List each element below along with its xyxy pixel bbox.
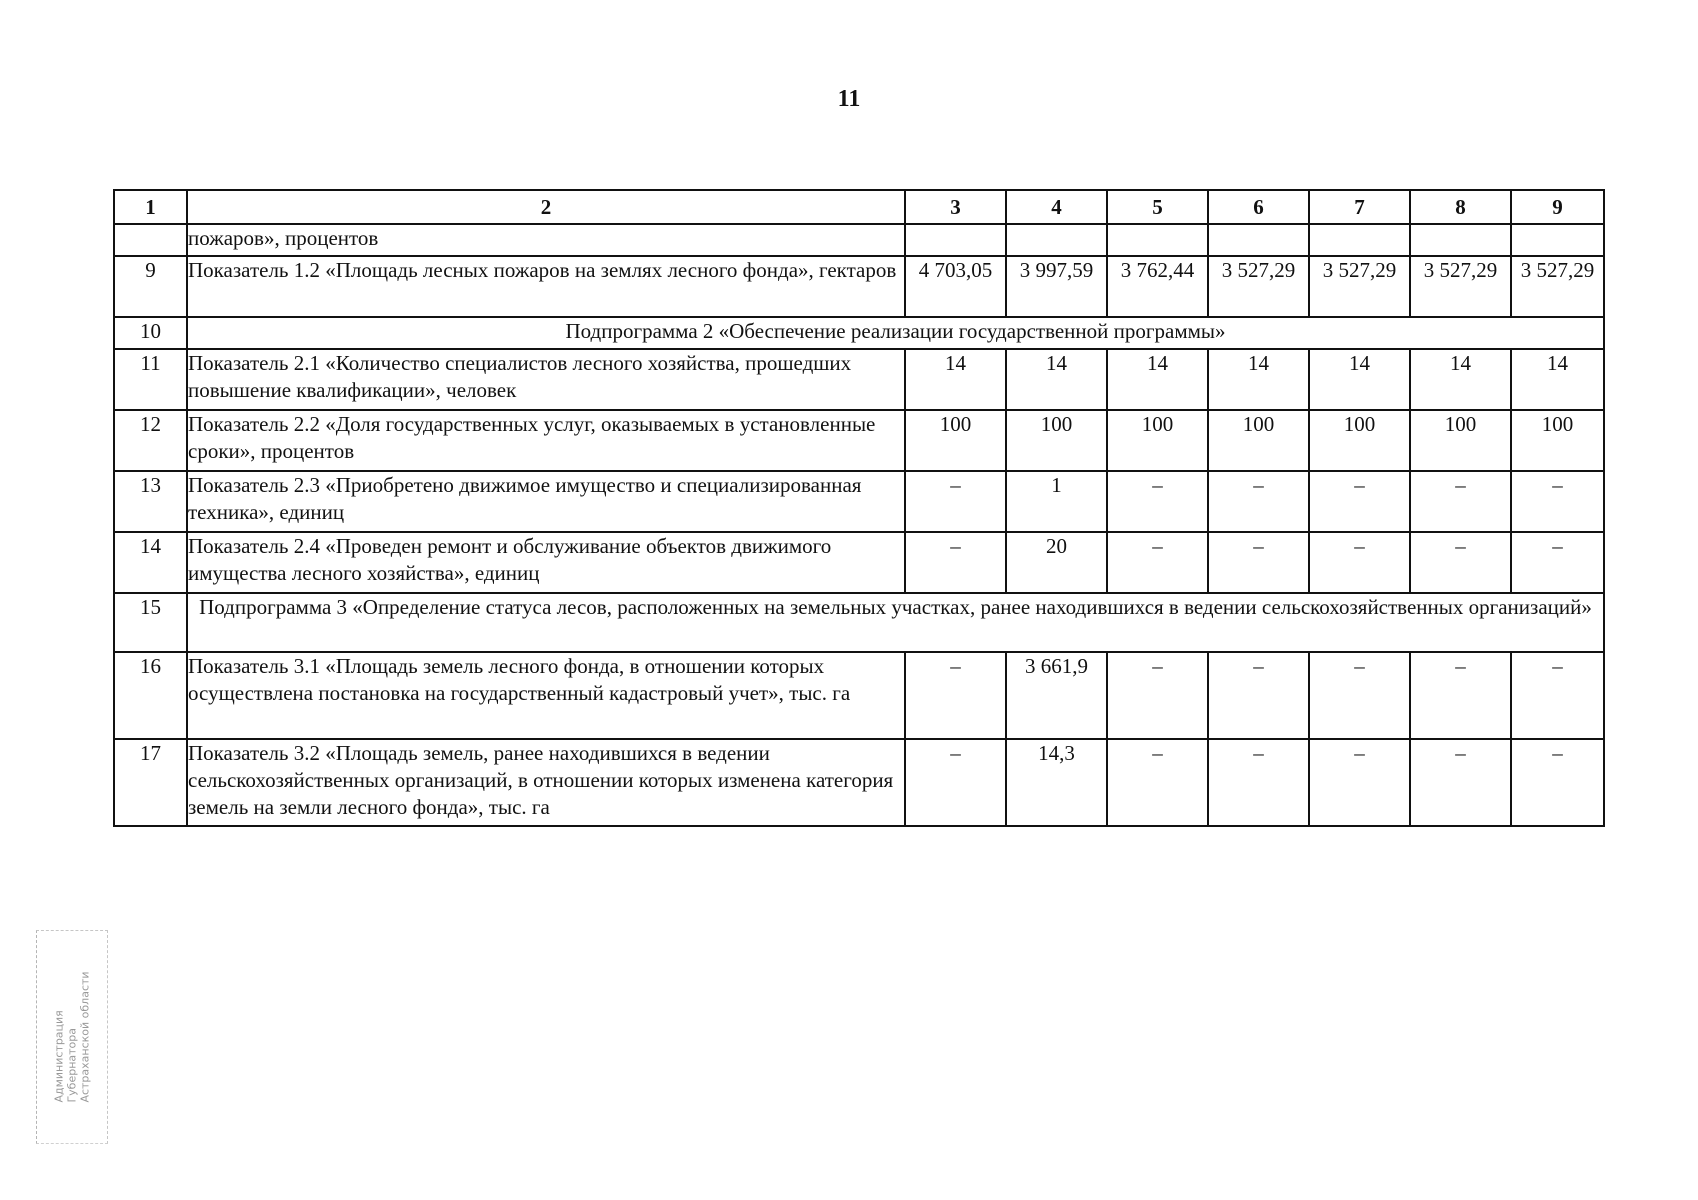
table-row <box>114 739 1604 826</box>
indicator-value: – <box>1410 652 1511 739</box>
subprogram-title: Подпрограмма 2 «Обеспечение реализации государственной программы» <box>187 317 1604 349</box>
indicator-value: – <box>1208 471 1309 532</box>
table-row <box>114 349 1604 410</box>
indicator-value: – <box>1208 532 1309 593</box>
indicator-name: Показатель 1.2 «Площадь лесных пожаров на землях лесного фонда», гектаров <box>187 256 905 317</box>
column-header: 4 <box>1006 190 1107 224</box>
table-row <box>114 593 1604 652</box>
indicator-value <box>1511 224 1604 256</box>
indicator-value: 3 661,9 <box>1006 652 1107 739</box>
indicator-value <box>1410 224 1511 256</box>
indicator-value: – <box>905 471 1006 532</box>
indicator-value: 100 <box>1511 410 1604 471</box>
indicator-value <box>1309 224 1410 256</box>
indicator-value: 14 <box>1208 349 1309 410</box>
row-number: 9 <box>114 256 187 317</box>
indicator-value: 14 <box>905 349 1006 410</box>
indicator-value: – <box>1410 532 1511 593</box>
indicator-value: 3 527,29 <box>1511 256 1604 317</box>
table-body <box>114 224 1604 826</box>
indicator-value: 100 <box>1107 410 1208 471</box>
indicator-value: 14,3 <box>1006 739 1107 826</box>
indicator-value: 100 <box>1006 410 1107 471</box>
indicator-value: 3 527,29 <box>1208 256 1309 317</box>
indicator-value <box>905 224 1006 256</box>
indicator-value: – <box>1309 532 1410 593</box>
indicator-value: – <box>1208 739 1309 826</box>
indicator-value: 20 <box>1006 532 1107 593</box>
table-row <box>114 224 1604 256</box>
row-number <box>114 224 187 256</box>
column-header: 7 <box>1309 190 1410 224</box>
indicator-value: 4 703,05 <box>905 256 1006 317</box>
indicator-value: – <box>1511 471 1604 532</box>
indicator-value: 100 <box>905 410 1006 471</box>
row-number: 13 <box>114 471 187 532</box>
indicator-value: 3 527,29 <box>1410 256 1511 317</box>
indicator-value: 3 997,59 <box>1006 256 1107 317</box>
indicator-value: 14 <box>1511 349 1604 410</box>
indicator-value: 14 <box>1410 349 1511 410</box>
row-number: 16 <box>114 652 187 739</box>
indicator-value <box>1107 224 1208 256</box>
indicator-name: Показатель 2.1 «Количество специалистов лесного хозяйства, прошедших повышение квалификации», человек <box>187 349 905 410</box>
page-number: 11 <box>837 86 861 112</box>
indicator-value: 100 <box>1208 410 1309 471</box>
table-row <box>114 256 1604 317</box>
row-number: 11 <box>114 349 187 410</box>
indicator-value: 1 <box>1006 471 1107 532</box>
indicators-table <box>113 189 1605 827</box>
table-row <box>114 471 1604 532</box>
row-number: 12 <box>114 410 187 471</box>
indicator-value: 3 762,44 <box>1107 256 1208 317</box>
indicator-value: – <box>905 739 1006 826</box>
table-header-row <box>114 190 1604 224</box>
indicator-value: – <box>1107 739 1208 826</box>
row-number: 17 <box>114 739 187 826</box>
indicator-value <box>1006 224 1107 256</box>
indicator-value: – <box>1107 471 1208 532</box>
indicator-value: – <box>1410 739 1511 826</box>
column-header: 5 <box>1107 190 1208 224</box>
subprogram-title: Подпрограмма 3 «Определение статуса лесов, расположенных на земельных участках, ранее находившихся в ведении сельскохозяйственных организаций» <box>187 593 1604 652</box>
indicator-value: 14 <box>1107 349 1208 410</box>
indicator-value: – <box>1511 739 1604 826</box>
indicator-name: Показатель 3.2 «Площадь земель, ранее находившихся в ведении сельскохозяйственных организаций, в отношении которых изменена категория земель на земли лесного фонда», тыс. га <box>187 739 905 826</box>
indicator-name: Показатель 2.4 «Проведен ремонт и обслуживание объектов движимого имущества лесного хозяйства», единиц <box>187 532 905 593</box>
column-header: 8 <box>1410 190 1511 224</box>
indicator-value: 14 <box>1006 349 1107 410</box>
column-header: 9 <box>1511 190 1604 224</box>
table-row <box>114 532 1604 593</box>
indicator-value: – <box>1208 652 1309 739</box>
row-number: 14 <box>114 532 187 593</box>
column-header: 3 <box>905 190 1006 224</box>
indicator-value: – <box>1107 652 1208 739</box>
indicator-value: 100 <box>1410 410 1511 471</box>
indicator-value: – <box>1511 532 1604 593</box>
indicator-value: 14 <box>1309 349 1410 410</box>
table-row <box>114 410 1604 471</box>
indicator-value: – <box>1511 652 1604 739</box>
indicator-value: – <box>1309 739 1410 826</box>
table-row <box>114 652 1604 739</box>
indicator-value: – <box>905 652 1006 739</box>
indicator-value: 3 527,29 <box>1309 256 1410 317</box>
row-number: 10 <box>114 317 187 349</box>
indicator-value <box>1208 224 1309 256</box>
archive-stamp <box>36 930 108 1144</box>
indicator-value: – <box>905 532 1006 593</box>
indicator-name: пожаров», процентов <box>187 224 905 256</box>
indicator-name: Показатель 2.3 «Приобретено движимое имущество и специализированная техника», единиц <box>187 471 905 532</box>
column-header: 6 <box>1208 190 1309 224</box>
stamp-lettering: Администрация Губернатора Астраханской области <box>52 971 92 1103</box>
column-header: 2 <box>187 190 905 224</box>
indicator-value: 100 <box>1309 410 1410 471</box>
indicator-value: – <box>1309 471 1410 532</box>
table-row <box>114 317 1604 349</box>
row-number: 15 <box>114 593 187 652</box>
column-header: 1 <box>114 190 187 224</box>
indicator-name: Показатель 3.1 «Площадь земель лесного фонда, в отношении которых осуществлена постановка на государственный кадастровый учет», тыс. га <box>187 652 905 739</box>
indicator-value: – <box>1107 532 1208 593</box>
indicator-value: – <box>1410 471 1511 532</box>
indicator-value: – <box>1309 652 1410 739</box>
indicator-name: Показатель 2.2 «Доля государственных услуг, оказываемых в установленные сроки», процентов <box>187 410 905 471</box>
